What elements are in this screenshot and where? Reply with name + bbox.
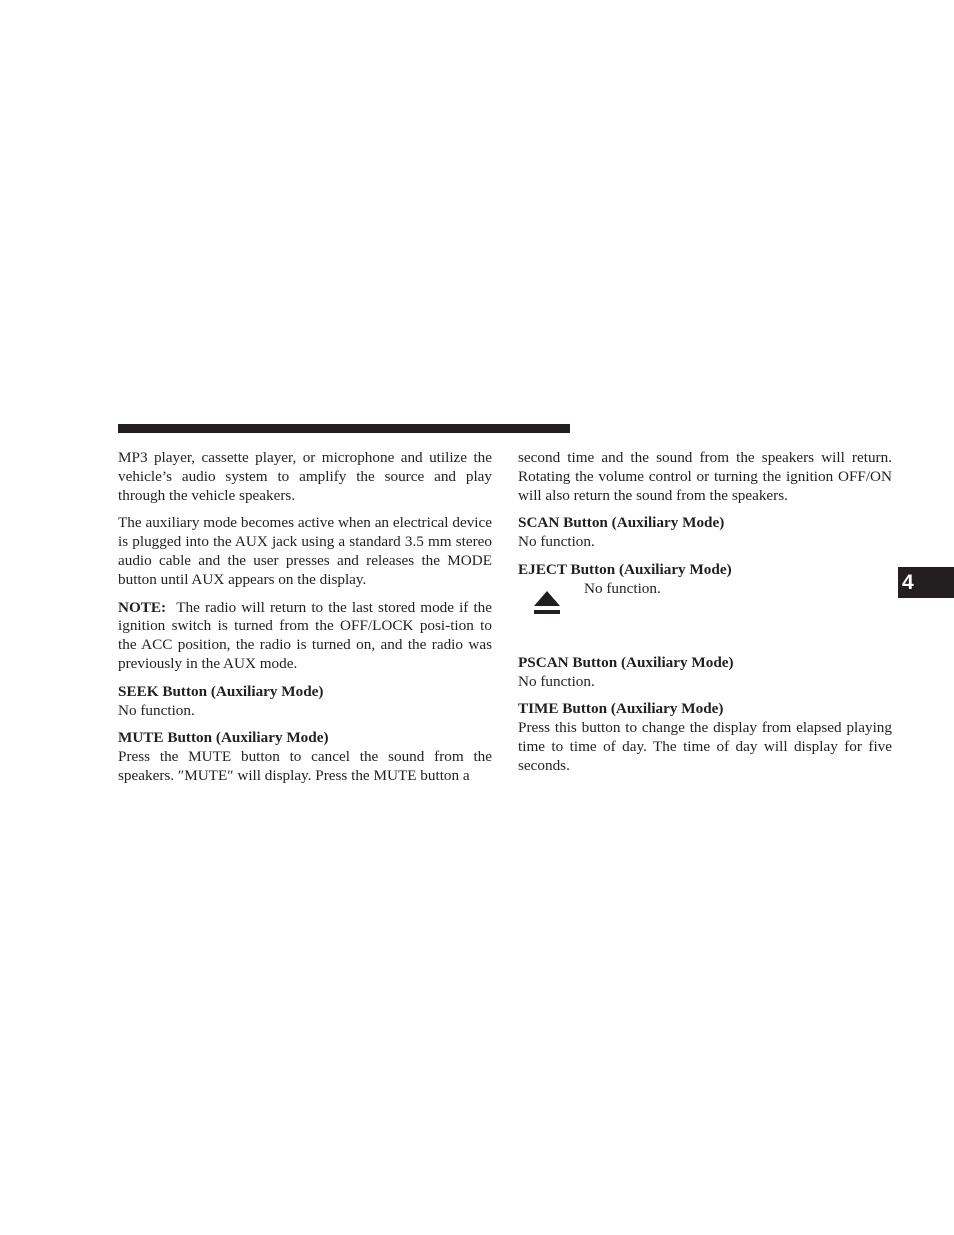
note-text: The radio will return to the last stored mode if the ignition switch is turned from the OFF/LOCK posi-tion to the ACC position, the radio is turned on, and the radio was previously in the AUX mode.: [118, 598, 492, 672]
seek-button-description: No function.: [118, 701, 195, 719]
time-button-heading: TIME Button (Auxiliary Mode): [518, 700, 724, 718]
left-column: [118, 449, 492, 795]
eject-button-description: No function.: [584, 579, 661, 597]
intro-paragraph: MP3 player, cassette player, or microphone and utilize the vehicle’s audio system to amplify the source and play through the vehicle speakers.: [118, 449, 492, 504]
scan-button-heading: SCAN Button (Auxiliary Mode): [518, 514, 725, 532]
eject-button-row: [518, 580, 892, 654]
mute-button-heading: MUTE Button (Auxiliary Mode): [118, 729, 329, 747]
scan-button-description: No function.: [518, 533, 595, 551]
chapter-tab: 4: [898, 567, 954, 598]
note-paragraph: [118, 599, 492, 674]
section-rule: [118, 424, 570, 433]
pscan-button-description: No function.: [518, 672, 595, 690]
eject-button-heading: EJECT Button (Auxiliary Mode): [518, 560, 732, 578]
note-label: NOTE:: [118, 598, 167, 616]
mute-button-description: Press the MUTE button to cancel the sound from the speakers. ″MUTE″ will display. Press the MUTE button a: [118, 748, 492, 784]
time-button-description: Press this button to change the display from elapsed playing time to time of day. The time of day will display for five seconds.: [518, 719, 892, 774]
eject-icon: [532, 590, 562, 618]
auxiliary-mode-paragraph: The auxiliary mode becomes active when an electrical device is plugged into the AUX jack using a standard 3.5 mm stereo audio cable and the user presses and releases the MODE button until AUX appears on the display.: [118, 514, 492, 588]
seek-button-heading: SEEK Button (Auxiliary Mode): [118, 682, 324, 700]
pscan-button-heading: PSCAN Button (Auxiliary Mode): [518, 653, 734, 671]
mute-button-description-continued: second time and the sound from the speakers will return. Rotating the volume control or turning the ignition OFF/ON will also return the sound from the speakers.: [518, 449, 892, 504]
right-column: [518, 449, 892, 785]
